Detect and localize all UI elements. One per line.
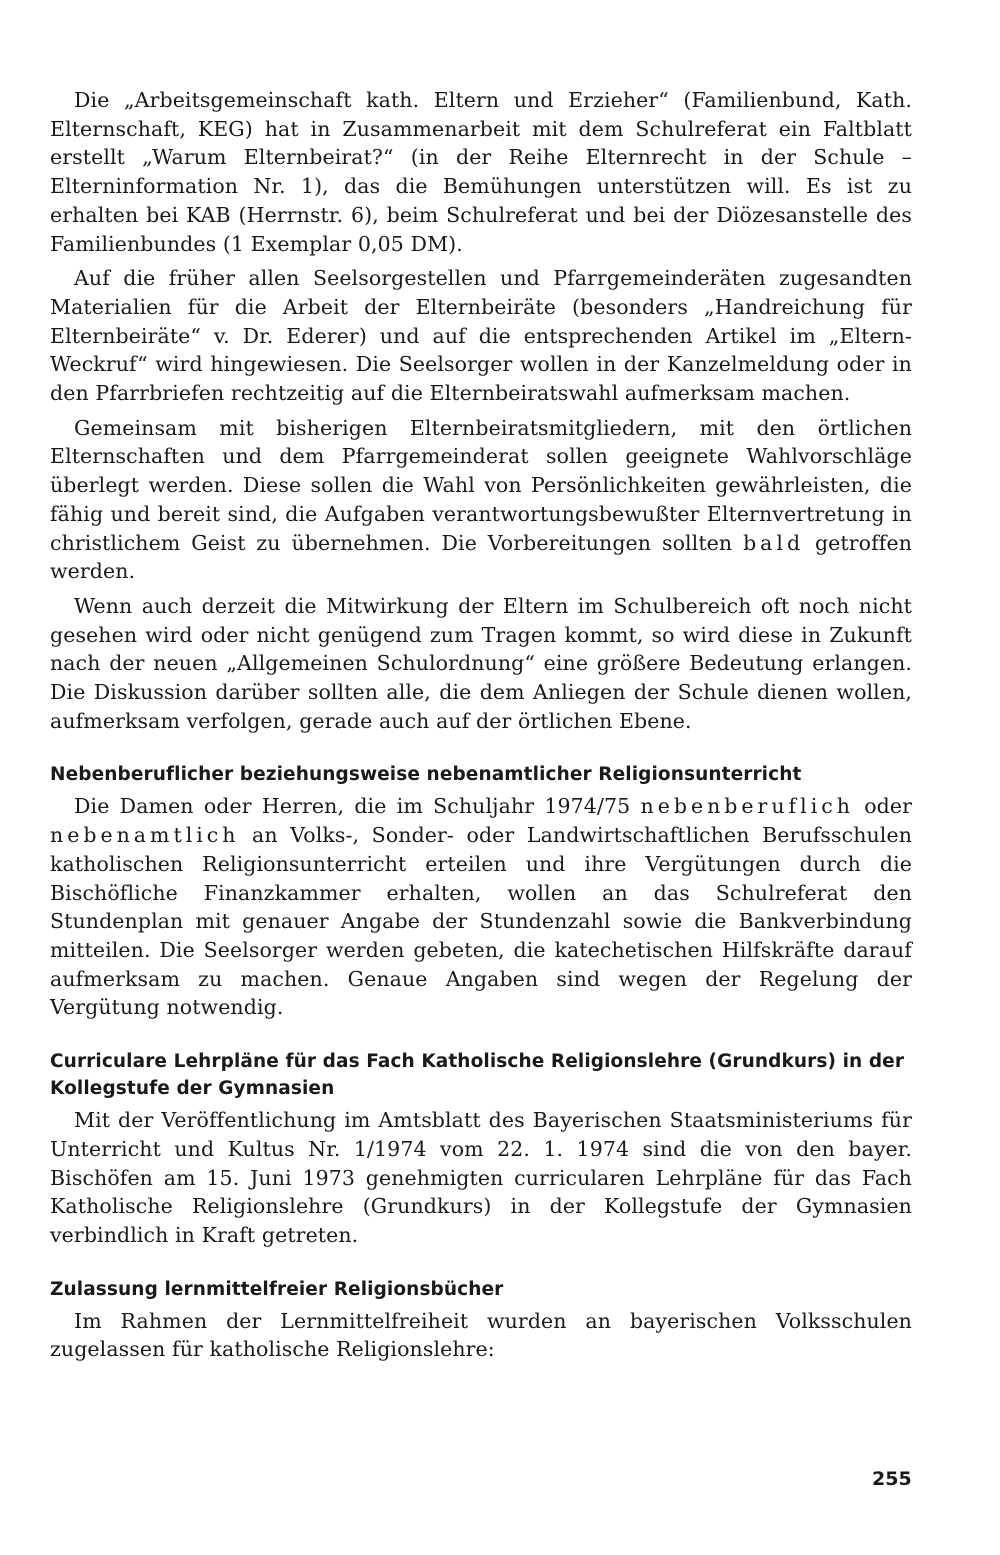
paragraph-materialien: Auf die früher allen Seelsorgestellen und Pfarrgemeinderäten zugesandten Materialien für die Arbeit der Elternbeiräte (besonders „Handreichung für Elternbeiräte“ v. Dr. Ederer) und auf die entsprechenden Artikel im „Eltern-Weckruf“ wird hingewiesen. Die Seelsorger wollen in der Kanzelmeldung oder in den Pfarrbriefen rechtzeitig auf die Elternbeiratswahl aufmerksam machen. [50, 266, 912, 406]
paragraph-religionsbuecher: Im Rahmen der Lernmittelfreiheit wurden an bayerischen Volksschulen zugelassen für katholische Religionslehre: [50, 1308, 912, 1362]
emphasized-word: nebenamtlich [50, 823, 240, 848]
paragraph-lehrplaene: Mit der Veröffentlichung im Amtsblatt des Bayerischen Staatsministeriums für Unterricht und Kultus Nr. 1/1974 vom 22. 1. 1974 sind die von den bayer. Bischöfen am 15. Juni 1973 genehmigten curricularen Lehrpläne für das Fach Katholische Religionslehre (Grundkurs) in der Kollegstufe der Gymnasien verbindlich in Kraft getreten. [50, 1108, 912, 1247]
paragraph-text: Die Damen oder Herren, die im Schuljahr 1974/75 [74, 794, 641, 819]
emphasized-word: bald [743, 530, 805, 555]
paragraph-faltblatt: Die „Arbeitsgemeinschaft kath. Eltern und Erzieher“ (Familienbund, Kath. Elternschaft, KEG) hat in Zusammenarbeit mit dem Schulreferat ein Faltblatt erstellt „Warum Elternbeirat?“ (in der Reihe Elternrecht in der Schule – Elterninformation Nr. 1), das die Bemühungen unterstützen will. Es ist zu erhalten bei KAB (Herrnstr. 6), beim Schulreferat und bei der Diözesanstelle des Familienbundes (1 Exemplar 0,05 DM). [50, 88, 912, 256]
paragraph-nebenberuflich [50, 792, 912, 1022]
section-heading-lehrplaene: Curriculare Lehrpläne für das Fach Katholische Religionslehre (Grundkurs) in der Kollegstufe der Gymnasien [50, 1051, 905, 1100]
page-number: 255 [872, 1468, 912, 1490]
section-heading-religionsbuecher: Zulassung lernmittelfreier Religionsbücher [50, 1278, 504, 1300]
paragraph-text: an Volks-, Sonder- oder Landwirtschaftlichen Berufsschulen katholischen Religionsunterricht erteilen und ihre Vergütungen durch die Bischöfliche Finanzkammer erhalten, wollen an das Schulreferat den Stundenplan mit genauer Angabe der Stundenzahl sowie die Bankverbindung mitteilen. Die Seelsorger werden gebeten, die katechetischen Hilfskräfte darauf aufmerksam zu machen. Genaue Angaben sind wegen der Regelung der Vergütung notwendig. [50, 823, 912, 1020]
paragraph-text: oder [853, 794, 912, 819]
emphasized-word: nebenberuflich [640, 794, 854, 819]
section-heading-religionsunterricht: Nebenberuflicher beziehungsweise nebenamtlicher Religionsunterricht [50, 764, 802, 786]
document-page [50, 86, 912, 1370]
paragraph-text: getroffen werden. [50, 530, 912, 584]
paragraph-mitwirkung: Wenn auch derzeit die Mitwirkung der Eltern im Schulbereich oft noch nicht gesehen wird oder nicht genügend zum Tragen kommt, so wird diese in Zukunft nach der neuen „Allgemeinen Schulordnung“ eine größere Bedeutung erlangen. Die Diskussion darüber sollten alle, die dem Anliegen der Schule dienen wollen, aufmerksam verfolgen, gerade auch auf der örtlichen Ebene. [50, 593, 912, 733]
paragraph-text: Gemeinsam mit bisherigen Elternbeiratsmitgliedern, mit den örtlichen Elternschaften und dem Pfarrgemeinderat sollen geeignete Wahlvorschläge überlegt werden. Diese sollen die Wahl von Persönlichkeiten gewährleisten, die fähig und bereit sind, die Aufgaben verantwortungsbewußter Elternvertretung in christlichem Geist zu übernehmen. Die Vorbereitungen sollten [50, 415, 912, 555]
paragraph-wahlvorschlaege [50, 414, 912, 586]
